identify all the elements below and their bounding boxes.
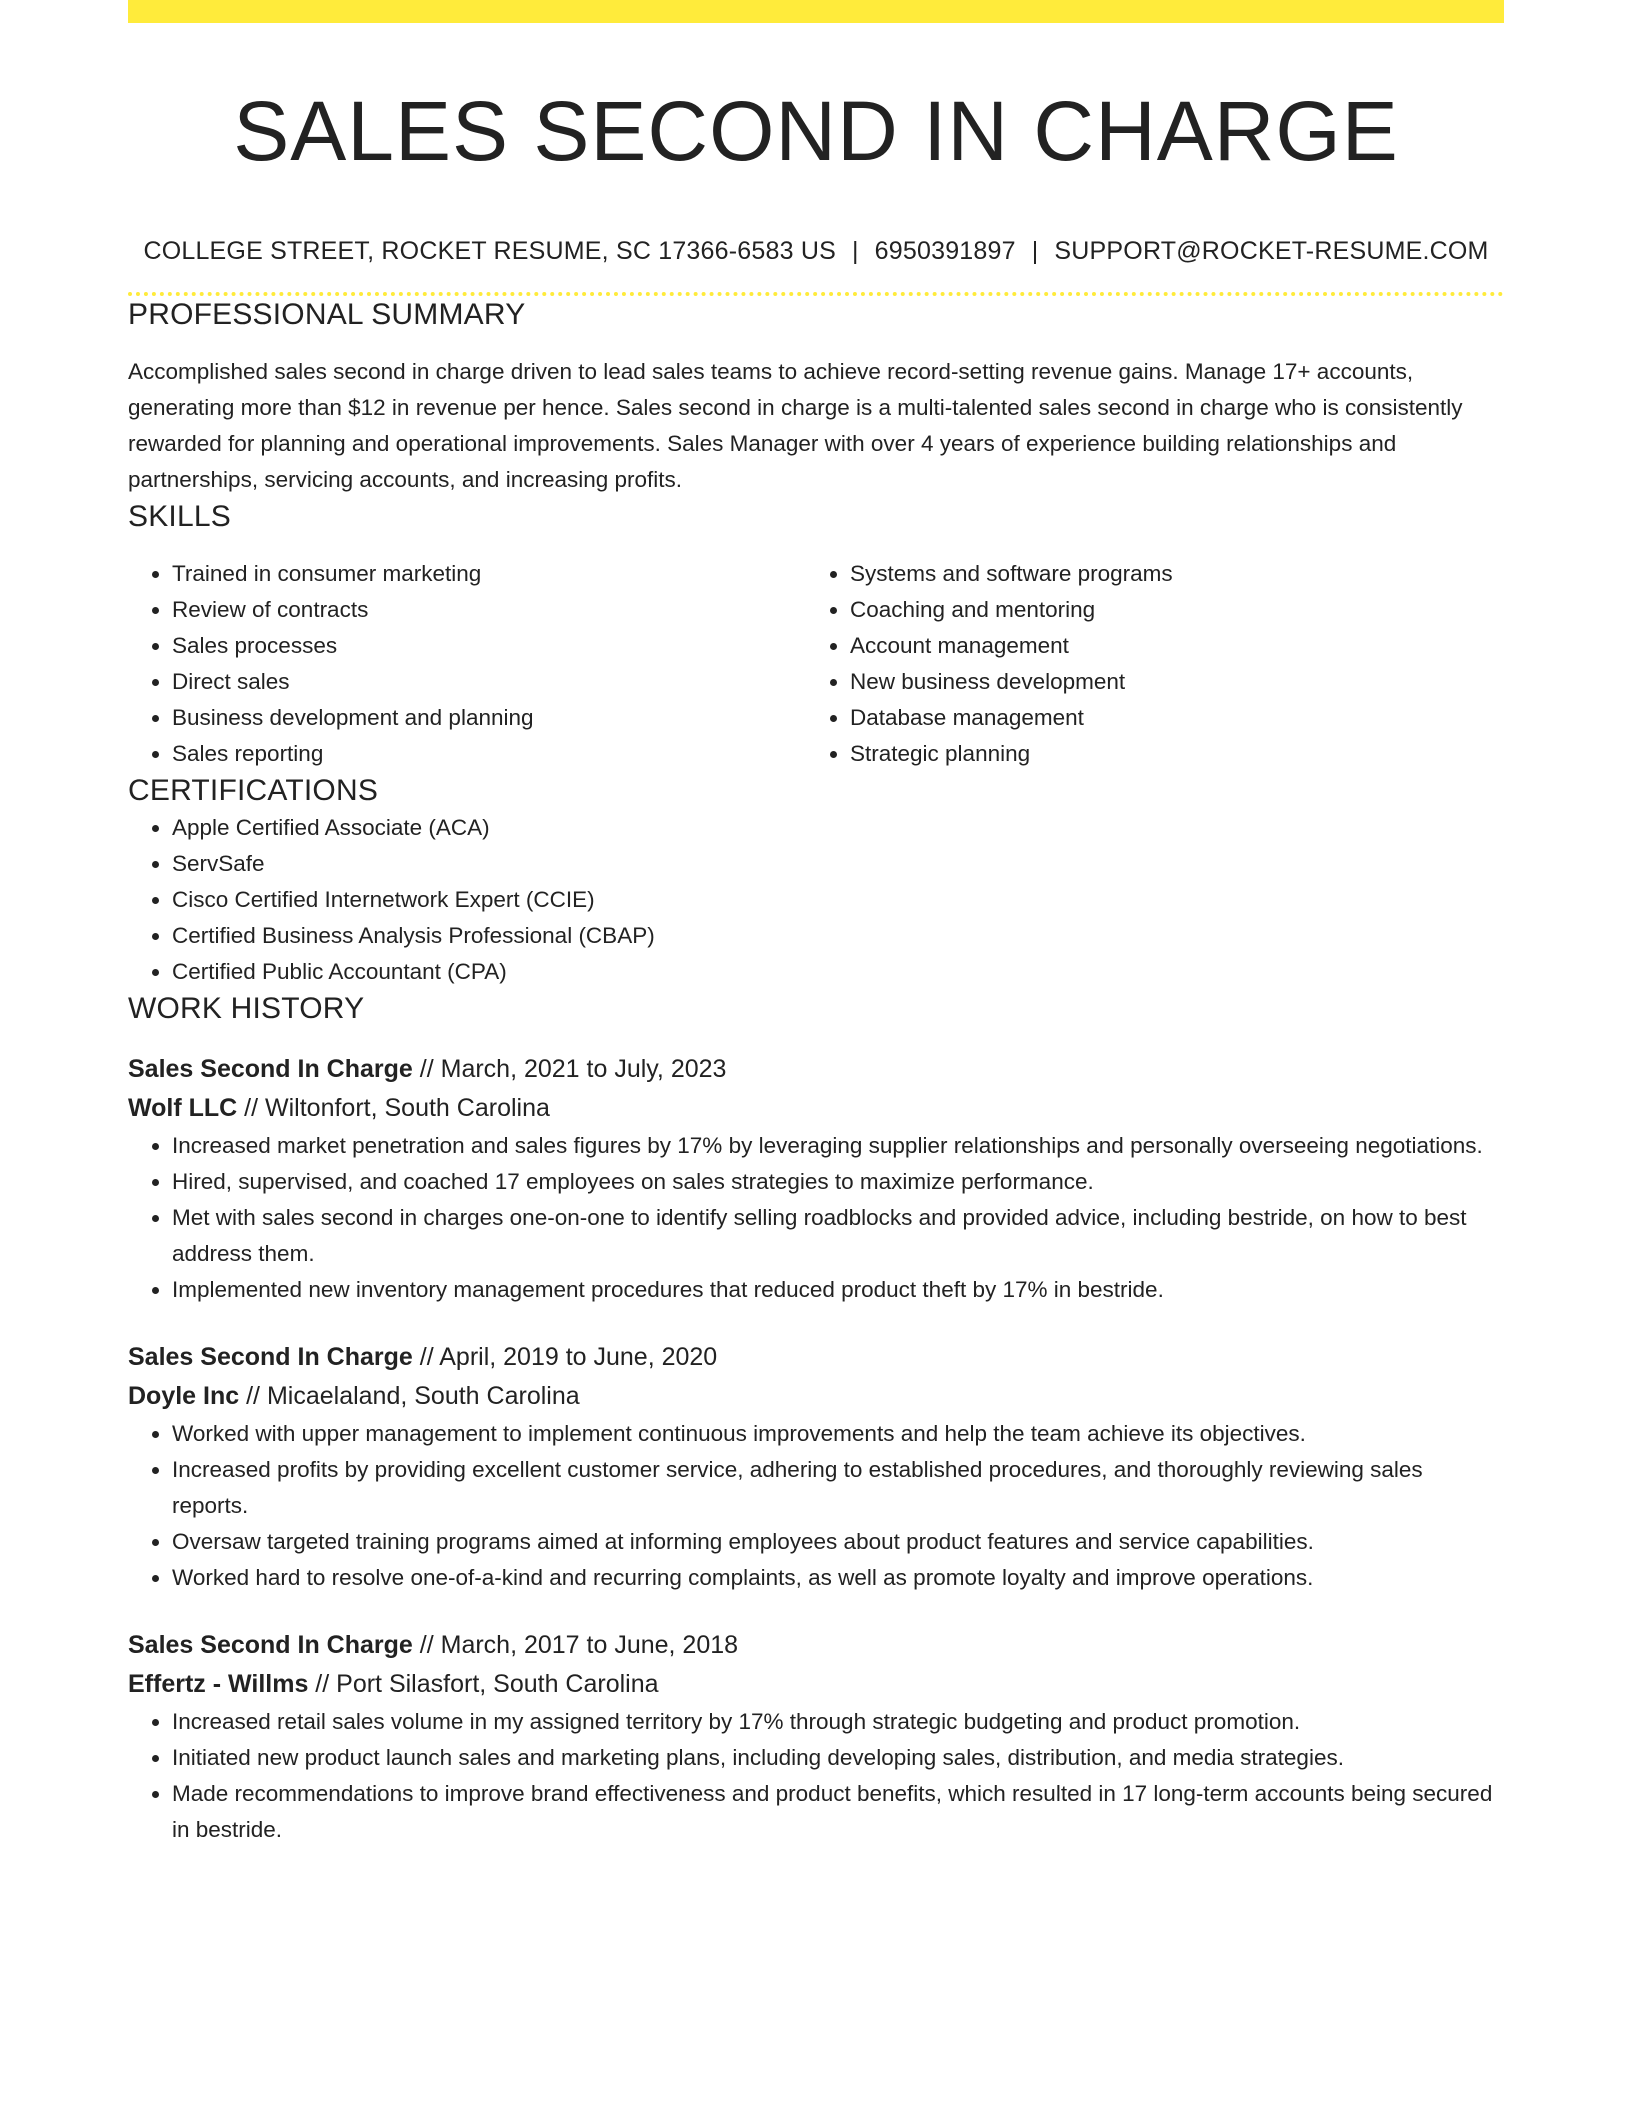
skills-column-left <box>128 556 806 772</box>
job-dates: March, 2021 to July, 2023 <box>440 1055 727 1083</box>
contact-phone: 6950391897 <box>874 237 1016 265</box>
job-bullet: • Met with sales second in charges one-on-one to identify selling roadblocks and provided advice, including bestride, on how to best address them. <box>172 1200 1504 1272</box>
job-role: Sales Second In Charge <box>128 1055 413 1083</box>
job-company-line <box>128 1665 1504 1704</box>
job-location: Port Silasfort, South Carolina <box>336 1670 659 1698</box>
job-role: Sales Second In Charge <box>128 1343 413 1371</box>
work-history-heading: WORK HISTORY <box>128 992 365 1025</box>
skills-list-left <box>128 556 806 772</box>
accent-bar <box>128 0 1504 23</box>
certifications-heading: CERTIFICATIONS <box>128 774 379 807</box>
skill-item: • Account management <box>850 628 1484 664</box>
contact-separator: | <box>851 237 859 265</box>
skill-item: • Review of contracts <box>172 592 806 628</box>
skill-item: • New business development <box>850 664 1484 700</box>
skill-item: • Database management <box>850 700 1484 736</box>
job-separator: // <box>412 1055 441 1083</box>
job-title-line <box>128 1626 1504 1665</box>
skill-item: • Sales reporting <box>172 736 806 772</box>
job-bullet: • Worked with upper management to implement continuous improvements and help the team achieve its objectives. <box>172 1416 1504 1452</box>
job-company: Effertz - Willms <box>128 1670 309 1698</box>
job-separator: // <box>412 1631 441 1659</box>
job-title-line <box>128 1338 1504 1377</box>
certification-item: • Apple Certified Associate (ACA) <box>172 810 1504 846</box>
certifications-list <box>128 810 1504 990</box>
job-bullet: • Hired, supervised, and coached 17 employees on sales strategies to maximize performance. <box>172 1164 1504 1200</box>
summary-text: Accomplished sales second in charge driven to lead sales teams to achieve record-setting revenue gains. Manage 17+ accounts, generating more than $12 in revenue per hence. Sales second in charge is a multi-talented sales second in charge who is consistently rewarded for planning and operational improvements. Sales Manager with over 4 years of experience building relationships and partnerships, servicing accounts, and increasing profits. <box>128 359 1463 492</box>
contact-line <box>128 235 1504 267</box>
job-company-line <box>128 1089 1504 1128</box>
skill-item: • Business development and planning <box>172 700 806 736</box>
job-company-line <box>128 1377 1504 1416</box>
job-bullet-list <box>128 1704 1504 1848</box>
skill-item: • Sales processes <box>172 628 806 664</box>
job-separator: // <box>237 1094 266 1122</box>
certification-item: • ServSafe <box>172 846 1504 882</box>
certification-item: • Certified Business Analysis Professional (CBAP) <box>172 918 1504 954</box>
job-bullet-list <box>128 1416 1504 1596</box>
job-bullet: • Initiated new product launch sales and marketing plans, including developing sales, distribution, and media strategies. <box>172 1740 1504 1776</box>
contact-separator: | <box>1031 237 1039 265</box>
resume-page <box>128 0 1504 1848</box>
job-bullet: • Increased market penetration and sales figures by 17% by leveraging supplier relationships and personally overseeing negotiations. <box>172 1128 1504 1164</box>
job-separator: // <box>308 1670 337 1698</box>
job-bullet: • Increased profits by providing excellent customer service, adhering to established procedures, and thoroughly reviewing sales reports. <box>172 1452 1504 1524</box>
skills-heading: SKILLS <box>128 500 231 533</box>
job-role: Sales Second In Charge <box>128 1631 413 1659</box>
skill-item: • Strategic planning <box>850 736 1484 772</box>
skills-column-right <box>806 556 1484 772</box>
job-separator: // <box>412 1343 440 1371</box>
summary-heading: PROFESSIONAL SUMMARY <box>128 298 526 331</box>
job-location: Micaelaland, South Carolina <box>266 1382 580 1410</box>
job-location: Wiltonfort, South Carolina <box>265 1094 550 1122</box>
skill-item: • Trained in consumer marketing <box>172 556 806 592</box>
job-separator: // <box>239 1382 267 1410</box>
job-bullet: • Worked hard to resolve one-of-a-kind and recurring complaints, as well as promote loyalty and improve operations. <box>172 1560 1504 1596</box>
skill-item: • Coaching and mentoring <box>850 592 1484 628</box>
job-title-line <box>128 1050 1504 1089</box>
job-bullet: • Made recommendations to improve brand effectiveness and product benefits, which resulted in 17 long-term accounts being secured in bestride. <box>172 1776 1504 1848</box>
job-entry <box>128 1338 1504 1596</box>
certification-item: • Certified Public Accountant (CPA) <box>172 954 1504 990</box>
resume-name: SALES SECOND IN CHARGE <box>233 84 1399 178</box>
job-bullet-list <box>128 1128 1504 1308</box>
contact-email: SUPPORT@ROCKET-RESUME.COM <box>1054 237 1489 265</box>
skill-item: • Systems and software programs <box>850 556 1484 592</box>
certification-item: • Cisco Certified Internetwork Expert (CCIE) <box>172 882 1504 918</box>
skill-item: • Direct sales <box>172 664 806 700</box>
job-bullet: • Oversaw targeted training programs aimed at informing employees about product features and service capabilities. <box>172 1524 1504 1560</box>
job-entry <box>128 1626 1504 1848</box>
job-dates: March, 2017 to June, 2018 <box>440 1631 739 1659</box>
job-entry <box>128 1050 1504 1308</box>
job-dates: April, 2019 to June, 2020 <box>439 1343 718 1371</box>
job-company: Doyle Inc <box>128 1382 240 1410</box>
job-bullet: • Implemented new inventory management procedures that reduced product theft by 17% in bestride. <box>172 1272 1504 1308</box>
job-bullet: • Increased retail sales volume in my assigned territory by 17% through strategic budgeting and product promotion. <box>172 1704 1504 1740</box>
skills-columns <box>128 556 1504 772</box>
contact-address: COLLEGE STREET, ROCKET RESUME, SC 17366-6583 US <box>143 237 836 265</box>
skills-list-right <box>806 556 1484 772</box>
job-company: Wolf LLC <box>128 1094 238 1122</box>
